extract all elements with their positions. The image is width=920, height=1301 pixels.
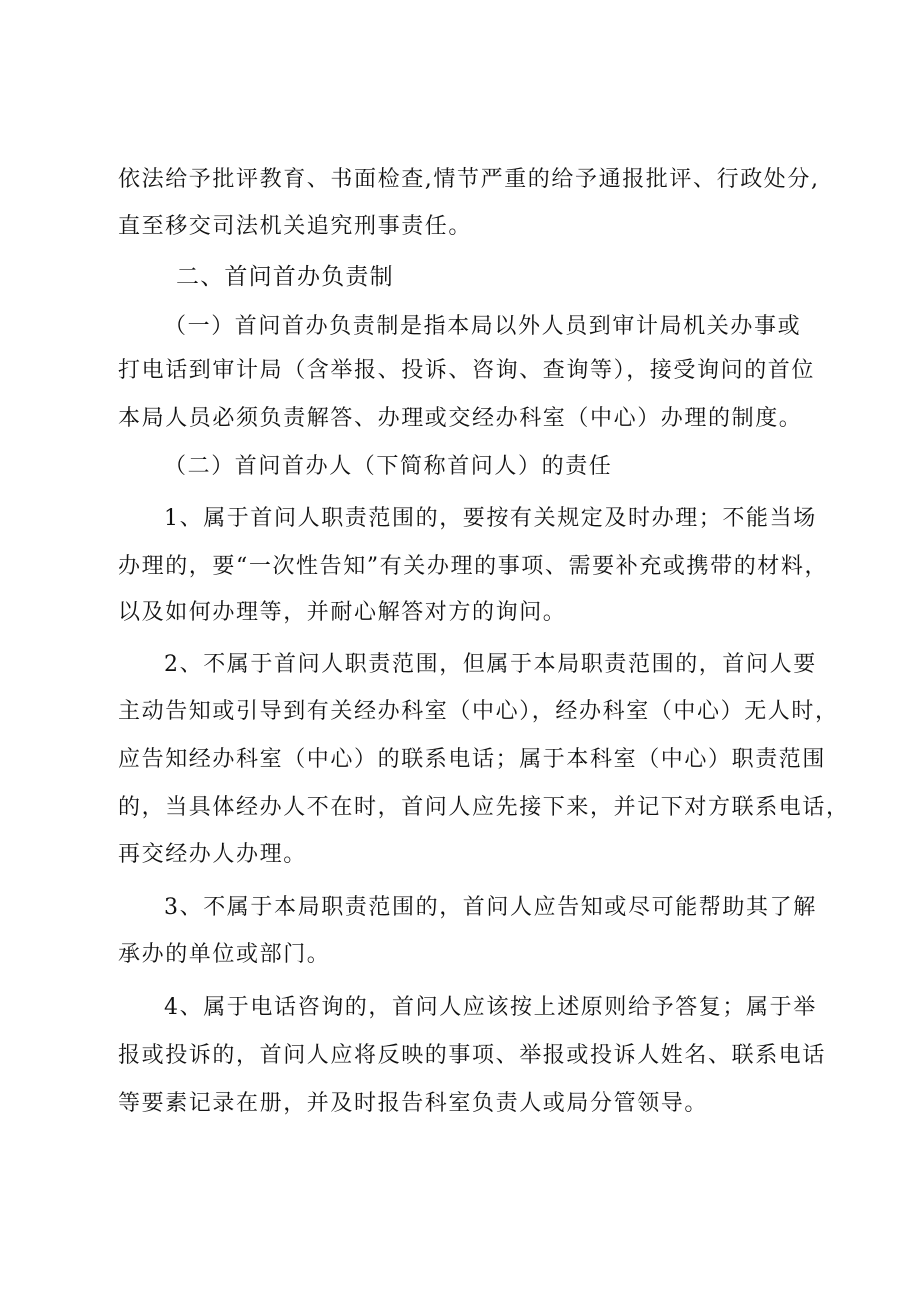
text-line: 3、不属于本局职责范围的，首问人应告知或尽可能帮助其了解 — [164, 895, 817, 920]
text-line: 承办的单位或部门。 — [118, 942, 331, 967]
text-line: 本局人员必须负责解答、办理或交经办科室（中心）办理的制度。 — [118, 406, 803, 431]
text-line: 再交经办人办理。 — [118, 842, 307, 867]
text-line: 等要素记录在册，并及时报告科室负责人或局分管领导。 — [118, 1091, 709, 1116]
text-line: 主动告知或引导到有关经办科室（中心），经办科室（中心）无人时， — [118, 699, 839, 724]
text-line: 办理的，要“一次性告知”有关办理的事项、需要补充或携带的材料， — [118, 554, 829, 579]
text-line: 直至移交司法机关追究刑事责任。 — [118, 214, 473, 239]
section-heading: 二、首问首办负责制 — [176, 264, 394, 290]
text-line: 2、不属于首问人职责范围，但属于本局职责范围的，首问人要 — [164, 652, 817, 677]
text-line: 依法给予批评教育、书面检查,情节严重的给予通报批评、行政处分, — [118, 167, 820, 192]
text-line: 4、属于电话咨询的，首问人应该按上述原则给予答复；属于举 — [164, 995, 817, 1020]
text-line: 打电话到审计局（含举报、投诉、咨询、查询等），接受询问的首位 — [118, 358, 816, 383]
text-line: 报或投诉的，首问人应将反映的事项、举报或投诉人姓名、联系电话 — [118, 1043, 827, 1068]
text-line: （二）首问首办人（下简称首问人）的责任 — [164, 454, 613, 479]
text-line: 1、属于首问人职责范围的，要按有关规定及时办理；不能当场 — [164, 506, 817, 531]
text-line: 应告知经办科室（中心）的联系电话；属于本科室（中心）职责范围 — [118, 747, 827, 772]
text-line: 的，当具体经办人不在时，首问人应先接下来，并记下对方联系电话， — [118, 795, 850, 820]
text-line: 以及如何办理等，并耐心解答对方的询问。 — [118, 600, 567, 625]
text-line: （一）首问首办负责制是指本局以外人员到审计局机关办事或 — [164, 314, 802, 339]
